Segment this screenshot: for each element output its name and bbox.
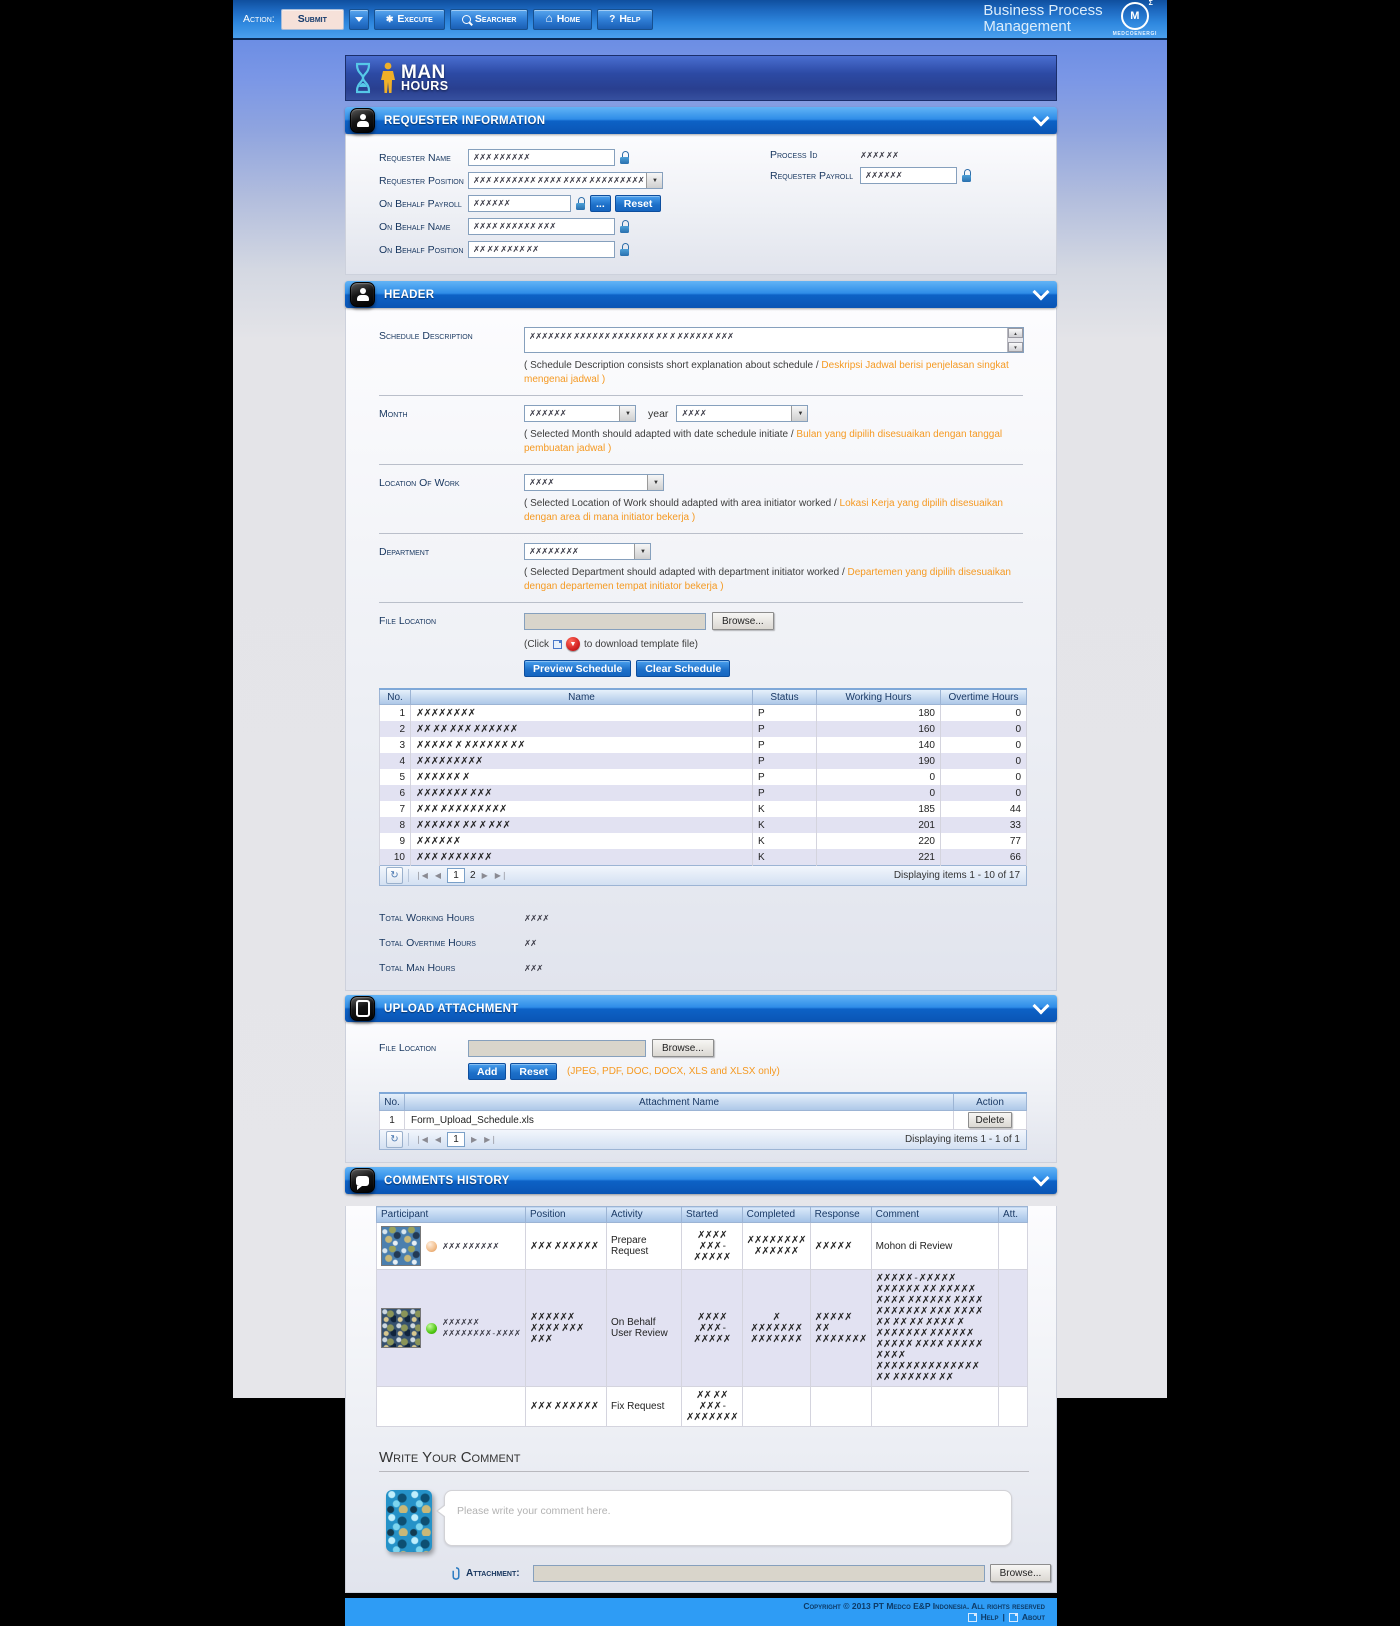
comments-section-header[interactable] bbox=[345, 1167, 1057, 1194]
medco-logo-icon: M Σ bbox=[1121, 2, 1149, 30]
external-link-icon[interactable] bbox=[553, 640, 562, 649]
execute-button[interactable]: ✱ Execute bbox=[374, 9, 445, 30]
man-hours-wordmark: MAN HOURS bbox=[401, 61, 449, 93]
attachment-browse-button[interactable]: Browse... bbox=[652, 1039, 714, 1057]
comment-attachment-input[interactable] bbox=[533, 1565, 985, 1582]
divider bbox=[379, 464, 1023, 465]
man-hours-logo bbox=[353, 62, 449, 94]
department-select[interactable]: ✗✗✗✗✗✗✗✗ ▼ bbox=[524, 543, 651, 560]
chevron-down-icon[interactable] bbox=[646, 173, 662, 188]
divider bbox=[379, 395, 1023, 396]
total-overtime-hours-label: Total Overtime Hours bbox=[379, 937, 476, 949]
schedule-pagination bbox=[379, 866, 1027, 886]
process-id-label: Process Id bbox=[770, 149, 818, 161]
about-link-icon bbox=[1009, 1613, 1018, 1622]
help-link[interactable]: Help bbox=[980, 1612, 999, 1622]
help-button[interactable]: ? Help bbox=[597, 9, 652, 30]
table-row[interactable]: 2 ✗✗ ✗✗ ✗✗✗ ✗✗✗✗✗✗ P 160 0 bbox=[380, 721, 1027, 737]
total-man-hours-label: Total Man Hours bbox=[379, 962, 456, 974]
status-dot-approved bbox=[426, 1323, 437, 1334]
schedule-file-input[interactable] bbox=[524, 613, 706, 630]
table-header-row: Participant Position Activity Started Completed Response Comment Att. bbox=[377, 1207, 1028, 1223]
department-hint: ( Selected Department should adapted with department initiator worked / Departemen yang dipilih disesuaikan dengan departemen tempat initiator bekerja ) bbox=[524, 567, 1011, 592]
participant-cell bbox=[377, 1387, 526, 1427]
month-hint: ( Selected Month should adapted with date schedule initiate / Bulan yang dipilih disesuaikan dengan tanggal pembuatan jadwal ) bbox=[524, 429, 1003, 454]
file-type-note: (JPEG, PDF, DOC, DOCX, XLS and XLSX only) bbox=[567, 1066, 780, 1077]
prev-page-icon[interactable]: ◀ bbox=[434, 1135, 442, 1144]
last-page-icon[interactable]: ▶❘ bbox=[494, 871, 508, 880]
table-row[interactable]: 6 ✗✗✗✗✗✗✗ ✗✗✗ P 0 0 bbox=[380, 785, 1027, 801]
current-user-avatar bbox=[386, 1490, 432, 1552]
chevron-down-icon[interactable] bbox=[647, 475, 663, 490]
brand-area bbox=[983, 2, 1157, 37]
table-row[interactable]: 10 ✗✗✗ ✗✗✗✗✗✗✗ K 221 66 bbox=[380, 849, 1027, 866]
table-row[interactable]: 5 ✗✗✗✗✗✗ ✗ P 0 0 bbox=[380, 769, 1027, 785]
schedule-browse-button[interactable]: Browse... bbox=[712, 612, 774, 630]
comments-icon bbox=[350, 1168, 375, 1193]
chevron-down-icon[interactable] bbox=[791, 406, 807, 421]
comment-row[interactable]: ✗✗✗ ✗✗✗✗✗✗ ✗✗✗ ✗✗✗✗✗✗ Prepare Request ✗✗✗✗ ✗✗✗ - ✗✗✗✗✗ ✗✗✗✗✗✗✗✗ ✗✗✗✗✗✗ ✗✗✗✗✗ Mohon di Review bbox=[377, 1223, 1028, 1270]
refresh-icon[interactable] bbox=[386, 867, 403, 884]
pagination-status: Displaying items 1 - 10 of 17 bbox=[893, 870, 1020, 881]
status-dot-pending bbox=[426, 1241, 437, 1252]
total-working-hours-label: Total Working Hours bbox=[379, 912, 475, 924]
section-title: REQUESTER INFORMATION bbox=[384, 114, 546, 127]
lock-icon bbox=[620, 151, 629, 164]
payroll-reset-button[interactable]: Reset bbox=[615, 195, 662, 212]
write-your-comment-heading: Write Your Comment bbox=[379, 1449, 1029, 1472]
lock-icon bbox=[962, 169, 971, 182]
payroll-lookup-button[interactable]: ... bbox=[590, 195, 611, 212]
requester-section-body bbox=[345, 134, 1057, 275]
chevron-down-icon[interactable] bbox=[1033, 284, 1050, 301]
schedule-description-hint: ( Schedule Description consists short explanation about schedule / Deskripsi Jadwal berisi penjelasan singkat mengenai jadwal ) bbox=[524, 360, 1009, 385]
lock-icon bbox=[620, 243, 629, 256]
requester-position-label: Requester Position bbox=[379, 174, 464, 187]
top-toolbar bbox=[233, 0, 1167, 40]
divider bbox=[379, 602, 1023, 603]
schedule-description-textarea[interactable]: ✗✗✗✗✗✗✗ ✗✗✗✗✗✗ ✗✗✗✗✗✗✗ ✗✗ ✗ ✗✗✗✗✗✗ ✗✗✗ ▲ ▼ bbox=[524, 327, 1024, 353]
requester-icon bbox=[350, 108, 375, 133]
comment-browse-button[interactable]: Browse... bbox=[990, 1564, 1052, 1582]
file-location-label: File Location bbox=[379, 1042, 437, 1054]
comment-attachment-row bbox=[451, 1564, 1056, 1582]
on-behalf-name-input[interactable] bbox=[468, 218, 615, 235]
upload-section-header[interactable] bbox=[345, 995, 1057, 1022]
attachment-pagination bbox=[379, 1130, 1027, 1150]
gear-icon bbox=[386, 13, 394, 25]
attachment-cell bbox=[999, 1223, 1028, 1270]
home-button[interactable]: ⌂ Home bbox=[533, 9, 592, 30]
table-row[interactable]: 4 ✗✗✗✗✗✗✗✗✗ P 190 0 bbox=[380, 753, 1027, 769]
page-number-current[interactable]: 1 bbox=[447, 1132, 465, 1147]
bpm-application-window bbox=[233, 0, 1167, 1622]
form-content bbox=[345, 55, 1057, 1626]
process-id-value: ✗✗✗✗ ✗✗ bbox=[860, 149, 899, 160]
requester-name-input[interactable] bbox=[468, 149, 615, 166]
section-title: HEADER bbox=[384, 288, 435, 301]
table-header-row: No. Attachment Name Action bbox=[380, 1093, 1027, 1111]
download-template-icon[interactable] bbox=[566, 637, 580, 651]
header-section-header[interactable] bbox=[345, 281, 1057, 308]
help-icon bbox=[609, 13, 615, 25]
comment-placeholder: Please write your comment here. bbox=[457, 1505, 611, 1517]
submit-dropdown-button[interactable] bbox=[349, 9, 369, 30]
divider bbox=[379, 533, 1023, 534]
attachment-cell bbox=[999, 1387, 1028, 1427]
section-header-form bbox=[345, 281, 1057, 991]
prev-page-icon[interactable]: ◀ bbox=[434, 871, 442, 880]
home-icon bbox=[545, 13, 552, 25]
chevron-down-icon[interactable] bbox=[634, 544, 650, 559]
attachment-table bbox=[379, 1092, 1027, 1130]
chevron-down-icon[interactable] bbox=[1033, 998, 1050, 1015]
location-hint: ( Selected Location of Work should adapted with area initiator worked / Lokasi Kerja yang dipilih disesuaikan dengan area di mana initiator bekerja ) bbox=[524, 498, 1003, 523]
location-of-work-label: Location Of Work bbox=[379, 477, 460, 489]
refresh-icon[interactable] bbox=[386, 1131, 403, 1148]
person-icon bbox=[380, 62, 396, 94]
on-behalf-payroll-input[interactable] bbox=[468, 195, 571, 212]
attachment-label: Attachment: bbox=[466, 1567, 520, 1579]
month-label: Month bbox=[379, 408, 408, 420]
delete-attachment-button[interactable]: Delete bbox=[968, 1112, 1013, 1128]
on-behalf-payroll-label: On Behalf Payroll bbox=[379, 197, 462, 210]
scroll-up-icon[interactable]: ▲ bbox=[1008, 328, 1023, 338]
section-title: COMMENTS HISTORY bbox=[384, 1174, 510, 1187]
comments-table bbox=[376, 1206, 1028, 1427]
hourglass-icon bbox=[353, 62, 377, 94]
schedule-table bbox=[379, 688, 1027, 866]
next-page-icon[interactable]: ▶ bbox=[481, 871, 488, 880]
reset-attachment-button[interactable]: Reset bbox=[510, 1063, 557, 1080]
copyright-text: Copyright © 2013 PT Medco E&P Indonesia. All rights reserved bbox=[803, 1600, 1045, 1611]
chevron-down-icon[interactable] bbox=[1033, 1170, 1050, 1187]
avatar bbox=[381, 1308, 421, 1348]
requester-section-header[interactable] bbox=[345, 107, 1057, 134]
upload-section-body bbox=[345, 1022, 1057, 1163]
table-row[interactable]: 9 ✗✗✗✗✗✗ K 220 77 bbox=[380, 833, 1027, 849]
search-icon bbox=[462, 15, 471, 24]
comment-textarea[interactable] bbox=[444, 1490, 1012, 1546]
app-title: Business Process Management bbox=[983, 2, 1103, 35]
textarea-scrollbar[interactable] bbox=[1007, 328, 1023, 352]
file-location-label: File Location bbox=[379, 615, 437, 627]
requester-position-select[interactable]: ✗✗✗ ✗✗✗✗✗✗✗ ✗✗✗✗ ✗✗✗✗ ✗✗✗✗✗✗✗✗✗ ▼ bbox=[468, 172, 663, 189]
total-man-hours-value: ✗✗✗ bbox=[524, 962, 543, 973]
on-behalf-name-label: On Behalf Name bbox=[379, 220, 451, 233]
department-label: Department bbox=[379, 546, 430, 558]
year-select[interactable]: ✗✗✗✗ ▼ bbox=[676, 405, 808, 422]
comment-row[interactable]: ✗✗✗ ✗✗✗✗✗✗ Fix Request ✗✗ ✗✗ ✗✗✗ - ✗✗✗✗✗✗✗ bbox=[377, 1387, 1028, 1427]
schedule-description-label: Schedule Description bbox=[379, 330, 473, 342]
section-title: UPLOAD ATTACHMENT bbox=[384, 1002, 519, 1015]
paperclip-icon bbox=[451, 1567, 461, 1580]
clear-schedule-button[interactable]: Clear Schedule bbox=[636, 660, 730, 677]
table-row[interactable]: 8 ✗✗✗✗✗✗ ✗✗ ✗ ✗✗✗ K 201 33 bbox=[380, 817, 1027, 833]
total-overtime-hours-value: ✗✗ bbox=[524, 937, 537, 948]
page-number-current[interactable]: 1 bbox=[447, 868, 465, 883]
chevron-down-icon[interactable] bbox=[1033, 110, 1050, 127]
next-page-icon[interactable]: ▶ bbox=[471, 1135, 478, 1144]
comment-row[interactable]: ✗✗✗✗✗✗ ✗✗✗✗✗✗✗✗ - ✗✗✗✗ ✗✗✗✗✗✗ ✗✗✗✗ ✗✗✗ ✗✗✗ On Behalf User Review ✗✗✗✗ ✗✗✗ - ✗✗✗✗✗ ✗ ✗✗✗✗✗✗✗ ✗✗✗✗✗✗✗ ✗✗✗✗✗ ✗✗ ✗✗✗✗✗✗✗ ✗✗✗✗✗ - ✗✗✗✗✗ ✗✗✗✗✗✗ ✗✗ ✗✗✗✗✗ ✗✗✗✗ ✗✗✗✗✗✗ ✗✗✗✗ ✗✗✗✗✗✗✗ ✗✗✗ ✗✗✗✗ ✗✗ ✗✗ ✗✗ ✗✗✗✗ ✗ ✗✗✗✗✗✗✗ ✗✗✗✗✗✗ ✗✗✗✗✗ ✗✗✗✗ ✗✗✗✗✗ ✗✗✗✗ ✗✗✗✗✗✗✗✗✗✗✗✗✗✗ ✗✗ ✗✗✗✗✗✗ ✗✗ bbox=[377, 1270, 1028, 1387]
about-link[interactable]: About bbox=[1021, 1612, 1045, 1622]
table-header-row: No. Name Status Working Hours Overtime Hours bbox=[380, 689, 1027, 705]
requester-payroll-input[interactable] bbox=[860, 167, 957, 184]
requester-name-label: Requester Name bbox=[379, 151, 451, 164]
location-of-work-select[interactable]: ✗✗✗✗ ▼ bbox=[524, 474, 664, 491]
searcher-button[interactable]: Searcher bbox=[450, 9, 529, 30]
attachment-cell bbox=[999, 1270, 1028, 1387]
page-background bbox=[233, 40, 1167, 1622]
header-section-body bbox=[345, 308, 1057, 991]
lock-icon bbox=[576, 197, 585, 210]
chevron-down-icon bbox=[355, 17, 363, 22]
upload-icon bbox=[350, 996, 375, 1021]
section-requester-information bbox=[345, 107, 1057, 275]
write-comment-area bbox=[386, 1490, 1056, 1552]
help-link-icon bbox=[968, 1613, 977, 1622]
medcoenergi-logo: M Σ MEDCOENERGI bbox=[1112, 0, 1157, 37]
attachment-name: Form_Upload_Schedule.xls bbox=[405, 1111, 954, 1130]
pagination-status: Displaying items 1 - 1 of 1 bbox=[904, 1134, 1020, 1145]
section-upload-attachment bbox=[345, 995, 1057, 1163]
table-row[interactable]: 1 Form_Upload_Schedule.xls Delete bbox=[380, 1111, 1027, 1130]
section-comments-history bbox=[345, 1167, 1057, 1593]
first-page-icon[interactable]: ❘◀ bbox=[415, 871, 428, 880]
download-template-line: (Click ▼ to download template file) bbox=[524, 637, 1056, 651]
lock-icon bbox=[620, 220, 629, 233]
on-behalf-position-input[interactable] bbox=[468, 241, 615, 258]
preview-schedule-button[interactable]: Preview Schedule bbox=[524, 660, 631, 677]
table-row[interactable]: 7 ✗✗✗ ✗✗✗✗✗✗✗✗✗ K 185 44 bbox=[380, 801, 1027, 817]
last-page-icon[interactable]: ▶❘ bbox=[484, 1135, 498, 1144]
submit-button[interactable]: Submit bbox=[281, 9, 344, 30]
scroll-down-icon[interactable]: ▼ bbox=[1008, 342, 1023, 352]
attachment-file-input[interactable] bbox=[468, 1040, 646, 1057]
page-footer: Copyright © 2013 PT Medco E&P Indonesia. All rights reserved Help | About bbox=[345, 1598, 1057, 1626]
on-behalf-position-label: On Behalf Position bbox=[379, 243, 464, 256]
first-page-icon[interactable]: ❘◀ bbox=[415, 1135, 428, 1144]
total-working-hours-value: ✗✗✗✗ bbox=[524, 912, 549, 923]
page-number[interactable]: 2 bbox=[470, 870, 476, 881]
table-row[interactable]: 1 ✗✗✗✗✗✗✗✗ P 180 0 bbox=[380, 705, 1027, 722]
table-row[interactable]: 3 ✗✗✗✗✗ ✗ ✗✗✗✗✗✗ ✗✗ P 140 0 bbox=[380, 737, 1027, 753]
header-icon bbox=[350, 282, 375, 307]
action-label: Action: bbox=[243, 13, 275, 25]
requester-payroll-label: Requester Payroll bbox=[770, 169, 854, 182]
year-label: year bbox=[648, 407, 669, 420]
avatar bbox=[381, 1226, 421, 1266]
month-select[interactable]: ✗✗✗✗✗✗ ▼ bbox=[524, 405, 636, 422]
add-attachment-button[interactable]: Add bbox=[468, 1063, 506, 1080]
chevron-down-icon[interactable] bbox=[619, 406, 635, 421]
man-hours-banner bbox=[345, 55, 1057, 101]
